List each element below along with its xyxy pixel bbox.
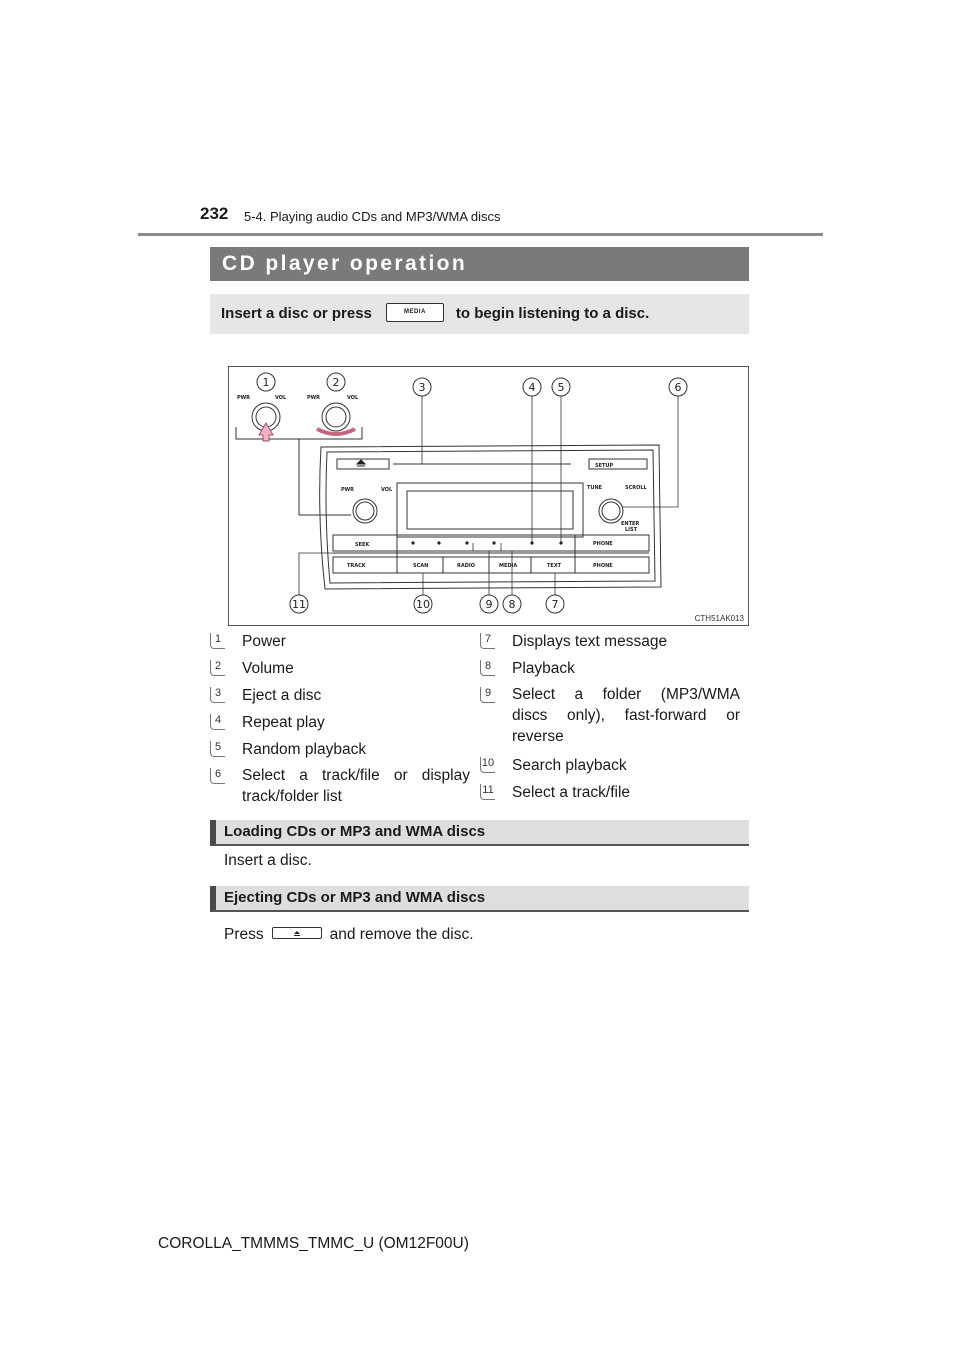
legend-text-line2: track/folder list [242, 788, 342, 805]
intro-box [210, 294, 749, 334]
ejecting-text-before: Press [224, 926, 264, 943]
knob2-vol-label: VOL [347, 395, 359, 401]
legend-number: 9 [480, 687, 495, 703]
header-rule [138, 233, 823, 236]
legend-text: Power [242, 633, 286, 650]
callout-3: 3 [418, 381, 426, 394]
legend-item [210, 655, 470, 682]
callout-8: 8 [508, 598, 516, 611]
ejecting-text [224, 926, 474, 944]
panel-text-label: TEXT [547, 563, 562, 569]
callout-4: 4 [528, 381, 536, 394]
legend-number: 11 [480, 784, 495, 800]
footer: COROLLA_TMMMS_TMMC_U (OM12F00U) [158, 1235, 469, 1252]
legend-item [210, 763, 470, 807]
panel-track-label: TRACK [347, 563, 366, 569]
panel-list-label: LIST [625, 527, 638, 533]
legend-text-line1: Select a folder (MP3/WMA [512, 686, 740, 703]
legend-number: 1 [210, 633, 225, 649]
legend-number: 6 [210, 768, 225, 784]
panel-media-label: MEDIA [499, 563, 518, 569]
legend-text: Select a track/file [512, 784, 631, 801]
legend-text: Search playback [512, 757, 627, 774]
legend-text-line3: reverse [512, 728, 564, 745]
section-title: 5-4. Playing audio CDs and MP3/WMA discs [244, 209, 501, 224]
panel-phone-bottom-label: PHONE [593, 563, 613, 569]
callout-6: 6 [674, 381, 682, 394]
legend-number: 3 [210, 687, 225, 703]
eject-icon [273, 928, 321, 938]
legend-text: Eject a disc [242, 687, 322, 704]
legend-text: Displays text message [512, 633, 668, 650]
audio-panel-drawing [229, 367, 750, 627]
panel-scroll-label: SCROLL [625, 485, 647, 491]
main-heading: CD player operation [210, 247, 749, 281]
legend-text-line2: discs only), fast-forward or [512, 707, 740, 724]
knob1-pwr-label: PWR [237, 395, 251, 401]
legend-number: 10 [480, 757, 495, 773]
legend-item [210, 628, 470, 655]
callout-5: 5 [557, 381, 565, 394]
loading-heading: Loading CDs or MP3 and WMA discs [210, 820, 749, 846]
legend-text: Playback [512, 660, 575, 677]
media-button-icon: MEDIA [386, 303, 444, 322]
panel-pwr-label: PWR [341, 487, 355, 493]
ejecting-heading: Ejecting CDs or MP3 and WMA discs [210, 886, 749, 912]
legend-item [210, 709, 470, 736]
legend-item [210, 736, 470, 763]
knob2-pwr-label: PWR [307, 395, 321, 401]
eject-button-icon [272, 927, 322, 939]
legend-number: 2 [210, 660, 225, 676]
legend-text: Volume [242, 660, 294, 677]
legend-text: Repeat play [242, 714, 325, 731]
callout-2: 2 [332, 376, 340, 389]
legend-item [210, 682, 470, 709]
intro-text-before: Insert a disc or press [221, 305, 372, 322]
legend-text-line1: Select a track/file or display [242, 767, 470, 784]
legend-item [480, 655, 742, 682]
callout-1: 1 [262, 376, 270, 389]
legend-text: Random playback [242, 741, 367, 758]
audio-panel-illustration [228, 366, 749, 626]
callout-11: 11 [292, 598, 306, 611]
panel-setup-label: SETUP [595, 463, 614, 469]
legend-item [480, 628, 742, 655]
callout-7: 7 [551, 598, 559, 611]
page-number: 232 [200, 204, 229, 223]
panel-phone-top-label: PHONE [593, 541, 613, 547]
callout-10: 10 [416, 598, 430, 611]
knob1-vol-label: VOL [275, 395, 287, 401]
panel-radio-label: RADIO [457, 563, 475, 569]
legend-number: 8 [480, 660, 495, 676]
figure-code: CTH51AK013 [694, 614, 744, 623]
panel-enter-label: ENTER [621, 521, 640, 527]
legend-item [480, 779, 742, 806]
panel-seek-label: SEEK [355, 542, 370, 548]
callout-9: 9 [485, 598, 493, 611]
ejecting-text-after: and remove the disc. [329, 926, 474, 943]
panel-tune-label: TUNE [587, 485, 603, 491]
legend-item [480, 752, 742, 779]
legend-number: 7 [480, 633, 495, 649]
legend-number: 5 [210, 741, 225, 757]
loading-text: Insert a disc. [224, 852, 312, 869]
legend-item [480, 682, 742, 748]
panel-scan-label: SCAN [413, 563, 429, 569]
legend-number: 4 [210, 714, 225, 730]
panel-vol-label: VOL [381, 487, 393, 493]
intro-text-after: to begin listening to a disc. [455, 305, 650, 322]
